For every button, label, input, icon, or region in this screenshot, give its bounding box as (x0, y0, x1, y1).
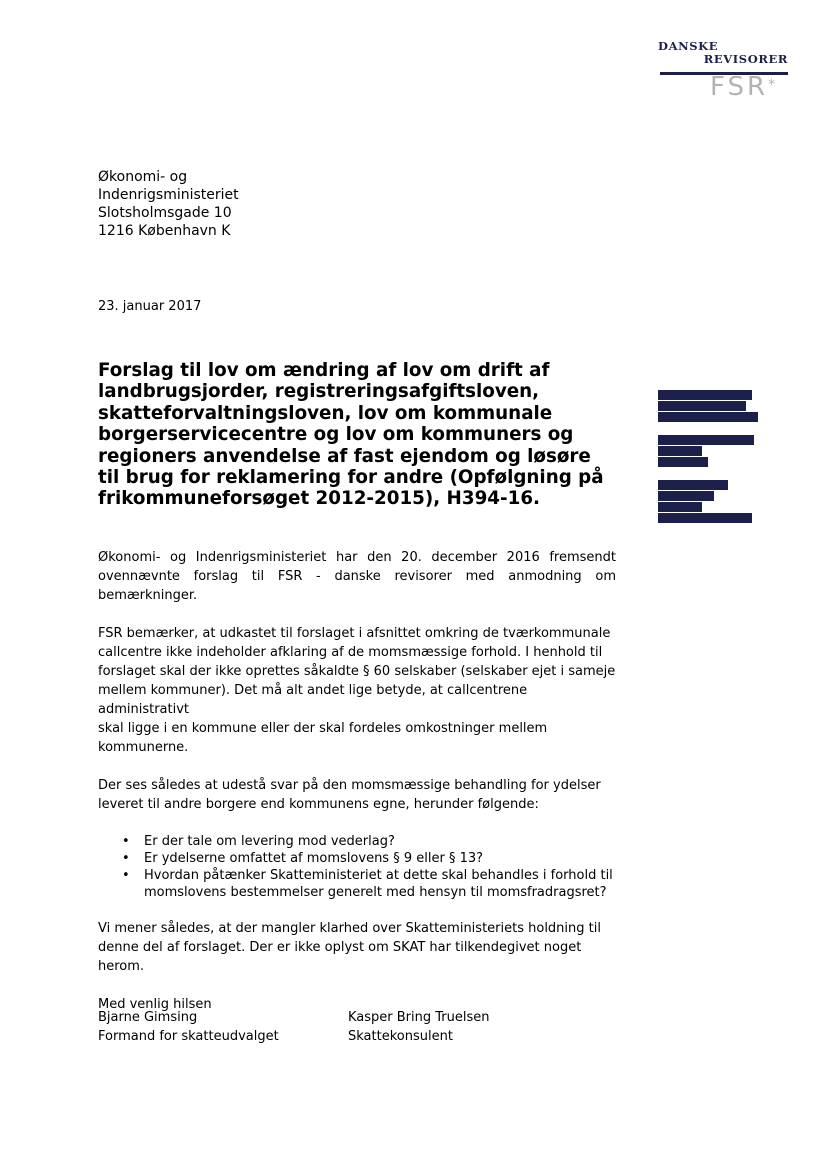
signature-role: Skattekonsulent (348, 1029, 453, 1044)
fsr-logo (658, 40, 790, 102)
paragraph-observation (98, 624, 616, 757)
logo-line-danske: DANSKE (658, 39, 719, 53)
bullet-icon: • (122, 851, 130, 866)
text-line: mellem kommuner). Det må alt andet lige betyde, at callcentrene administrativt (98, 683, 528, 717)
recipient-line: Indenrigsministeriet (98, 187, 239, 203)
text-line: denne del af forslaget. Der er ikke oplyst om SKAT har tilkendegivet noget (98, 940, 582, 955)
recipient-line: Slotsholmsgade 10 (98, 205, 232, 221)
deco-bar (658, 457, 708, 467)
text-line: herom. (98, 959, 145, 974)
list-item-text: momslovens bestemmelser generelt med hensyn til momsfradragsret? (144, 885, 607, 900)
deco-bar (658, 513, 752, 523)
bullet-icon: • (122, 834, 130, 849)
logo-star: * (768, 77, 776, 93)
text-line: leveret til andre borgere end kommunens egne, herunder følgende: (98, 797, 539, 812)
deco-bar (658, 435, 754, 445)
logo-fsr-mark (710, 73, 775, 101)
paragraph-intro: Økonomi- og Indenrigsministeriet har den 20. december 2016 fremsendt ovennævnte forslag til FSR - danske revisorer med anmodning om bemærkninger. (98, 550, 616, 603)
text-line: forslaget skal der ikke oprettes såkaldte § 60 selskaber (selskaber ejet i sameje (98, 664, 616, 679)
signature-name: Bjarne Gimsing (98, 1010, 198, 1025)
list-item (98, 867, 616, 901)
paragraph-questions-intro (98, 776, 616, 814)
deco-bar (658, 502, 702, 512)
text-line: kommunerne. (98, 740, 189, 755)
decorative-bars (658, 390, 768, 525)
text-line: skal ligge i en kommune eller der skal fordeles omkostninger mellem (98, 721, 548, 736)
deco-bar (658, 401, 746, 411)
deco-bar (658, 446, 702, 456)
letter-title: Forslag til lov om ændring af lov om drift af landbrugsjorder, registreringsafgiftsloven, skatteforvaltningsloven, lov om kommunale borgerservicecentre og lov om kommuners og regioners anvendelse af fast ejendom og løsøre til brug for reklamering for andre (Opfølgning på frikommuneforsøget 2012-2015), H394-16. (98, 360, 604, 510)
list-item (98, 850, 616, 867)
deco-bar (658, 491, 714, 501)
logo-line-revisorer: REVISORER (703, 52, 788, 66)
recipient-line: 1216 København K (98, 223, 231, 239)
deco-bar (658, 390, 752, 400)
text-line: Vi mener således, at der mangler klarhed over Skatteministeriets holdning til (98, 921, 601, 936)
closing-greeting: Med venlig hilsen (98, 997, 212, 1012)
list-item (98, 833, 616, 850)
list-item-text: Er der tale om levering mod vederlag? (144, 834, 395, 849)
paragraph-conclusion (98, 919, 616, 976)
text-line: FSR bemærker, at udkastet til forslaget i afsnittet omkring de tværkommunale (98, 626, 611, 641)
deco-bar (658, 480, 728, 490)
list-item-text: Hvordan påtænker Skatteministeriet at dette skal behandles i forhold til (144, 868, 613, 883)
text-line: callcentre ikke indeholder afklaring af de momsmæssige forhold. I henhold til (98, 645, 603, 660)
text-line: Der ses således at udestå svar på den momsmæssige behandling for ydelser (98, 778, 601, 793)
bullet-icon: • (122, 868, 130, 883)
recipient-address (98, 168, 239, 240)
list-item-text: Er ydelserne omfattet af momslovens § 9 eller § 13? (144, 851, 484, 866)
signature-name: Kasper Bring Truelsen (348, 1010, 490, 1025)
signature-role: Formand for skatteudvalget (98, 1029, 279, 1044)
letter-date: 23. januar 2017 (98, 299, 202, 314)
recipient-line: Økonomi- og (98, 169, 188, 185)
signature-right (348, 1008, 490, 1046)
signature-left (98, 1008, 279, 1046)
deco-bar (658, 412, 758, 422)
logo-fsr-text: FSR (710, 72, 769, 102)
letter-body (98, 548, 616, 1014)
question-list (98, 833, 616, 901)
